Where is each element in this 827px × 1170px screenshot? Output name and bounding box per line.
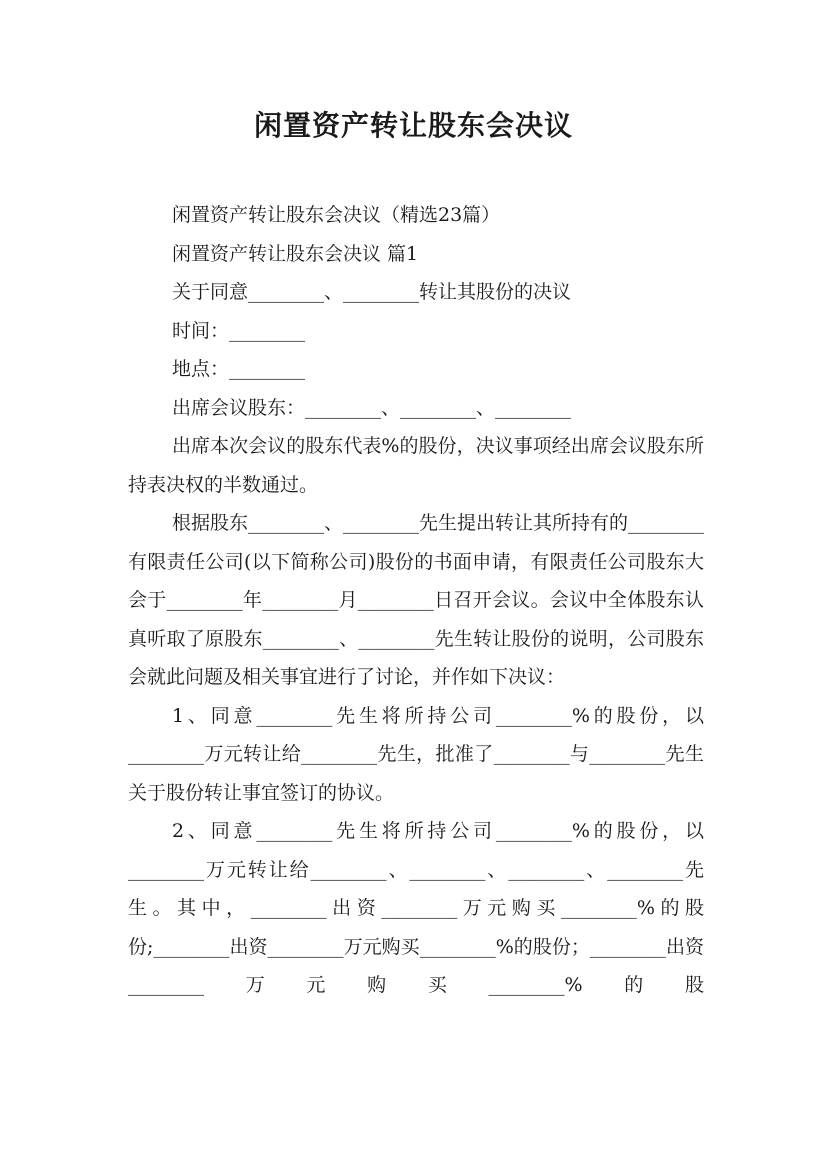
paragraph-section-heading: 闲置资产转让股东会决议 篇1 — [172, 242, 419, 265]
document-title: 闲置资产转让股东会决议 — [253, 109, 573, 142]
paragraph-resolution-heading: 关于同意________、________转让其股份的决议 — [172, 281, 572, 303]
paragraph-item-1: 1、同意________先生将所持公司________%的股份，以________万元转让给________先生，批准了________与________先生关于股份转让事宜签订的协议。 — [128, 704, 704, 804]
paragraph-location: 地点：________ — [172, 358, 306, 380]
paragraph-attendees: 出席会议股东：________、________、________ — [172, 396, 572, 419]
paragraph-item-2: 2、同意________先生将所持公司________%的股份，以________万元转让给________、________、________、________先生。其中，________出资________万元购买________%的股份;________出资________万元购买________%的股份；________出资________万元购买________%的股 — [128, 820, 704, 996]
paragraph-time: 时间：________ — [172, 319, 306, 342]
paragraph-background: 根据股东________、________先生提出转让其所持有的________有限责任公司(以下简称公司)股份的书面申请，有限责任公司股东大会于________年________月________日召开会议。会议中全体股东认真听取了原股东________、________先生转让股份的说明，公司股东会就此问题及相关事宜进行了讨论，并作如下决议： — [128, 512, 705, 688]
paragraph-quorum: 出席本次会议的股东代表%的股份，决议事项经出席会议股东所持表决权的半数通过。 — [128, 435, 704, 496]
document-body — [128, 196, 704, 1005]
paragraph-subtitle: 闲置资产转让股东会决议（精选23篇） — [172, 204, 501, 226]
